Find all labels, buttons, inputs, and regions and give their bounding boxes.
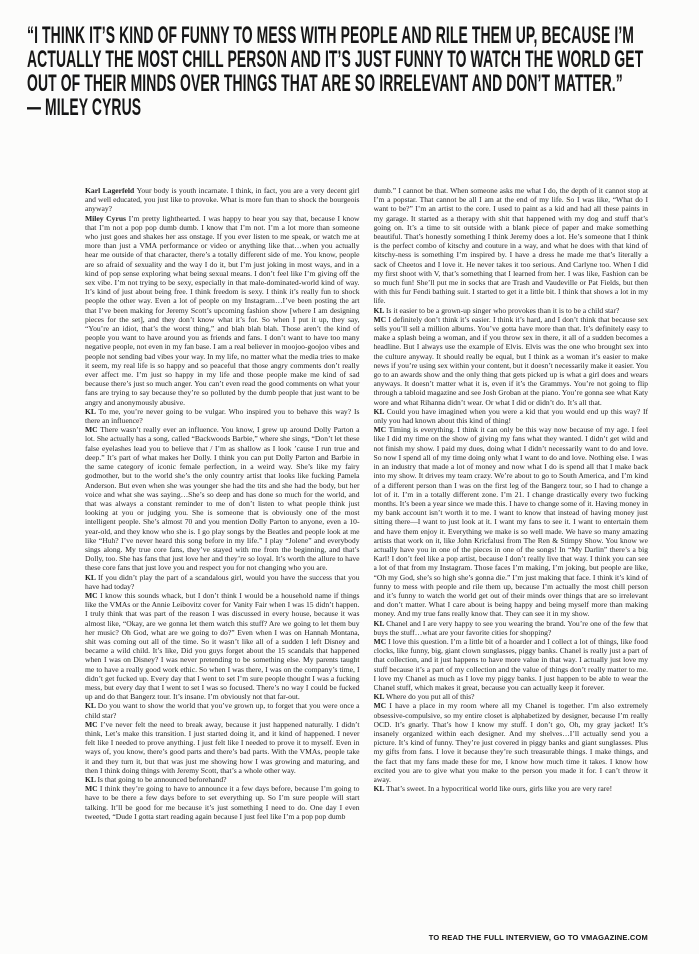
speaker-label: MC (85, 784, 100, 794)
paragraph: KL Is that going to be announced beforehand? (85, 775, 227, 784)
speaker-label: MC (85, 425, 101, 435)
paragraph: MC I definitely don’t think it’s easier. I think it’s hard, and I don’t think that because sex sells you’ll sell a million albums. You’ve gotta have more than that. It’s definitely easy to make a splash being a woman, and if you throw sex in there, it all of a sudden becomes a headline. But I always use the example of Elvis. Elvis was the one who brought sex into the culture anyway. It should really be equal, but I think as a woman it’s easier to make news if you’re using sex within your content, but it doesn’t necessarily make it easier. You go to an awards show and the only thing that gets picked up is what a girl does and wears anyways. It doesn’t matter what it is, even if it’s the Grammys. You’re not going to flip through a tabloid magazine and see Josh Groban at the piano. You’re gonna see what Katy wore and what Rihanna didn’t wear. Or what I did or didn’t do. It’s all that. (373, 314, 648, 407)
article-column-left (85, 186, 360, 922)
paragraph: Karl Lagerfeld Your body is youth incarnate. I think, in fact, you are a very decent girl and well educated, you just like to provoke. What is more fun than to shock the bourgeois anyway? (85, 186, 360, 214)
quote-line: OUT OF THEIR MINDS OVER THINGS THAT ARE SO IRRELEVANT AND DON’T MATTER.” (27, 70, 623, 97)
speaker-label: KL (373, 784, 386, 794)
paragraph: Miley Cyrus I’m pretty lighthearted. I was happy to hear you say that, because I know that I’m not a pop pop dumb dumb. I know that I’m not. I’m a lot more than someone who just goes and shakes her ass onstage. If you ever listen to me speak, or watch me at more than just a VMA performance or video or anything like that…when you actually hear me outside of that character, there’s a totally different side of me. You know, people are so afraid of sexuality and the way I do it, but I’m just joking in most ways, and in a kind of pop sense exploring what being sexual means. I don’t feel like I’m giving off the sex vibe. I’m not trying to be sexy, especially in that male-dominated-world kind of way. It’s kind of just about being free. I think freedom is sexy. I think it’s really fun to shock people the other way. Even a lot of people on my Instagram…I’ve been posting the art that I’ve been making for Jeremy Scott’s upcoming fashion show [where I am designing pieces for the set], and they don’t know what it’s for. So when I put it up, they say, “You’re an idiot, that’s the worst thing,” and blah blah blah. Those aren’t the kind of people you want to have around you as friends and fans. I don’t want to have too many negative people, not even in my fan base. I am a real believer in moojoo-goojoo vibes and people not sending bad vibes your way. In my life, no matter what the media tries to make it seem, my real life is so happy and so peaceful that those angry comments don’t really ever affect me. I’m just so happy in my life and those people make me kind of sad because there’s just so much anger. You can’t even read the good comments on what your fans are trying to say because they’re so polluted by the dumb people that just want to be angry and anonymously abusive. (85, 213, 360, 407)
paragraph: KL Could you have imagined when you were a kid that you would end up this way? If only you had known about this kind of thing! (373, 406, 648, 426)
paragraph: KL If you didn’t play the part of a scandalous girl, would you have the success that you have had today? (85, 572, 360, 591)
speaker-label: MC (373, 314, 389, 324)
quote-line: ACTUALLY THE MOST CHILL PERSON AND IT’S JUST FUNNY TO WATCH THE WORLD GET (27, 46, 644, 73)
speaker-label: KL (85, 572, 98, 582)
paragraph: KL Chanel and I are very happy to see you wearing the brand. You’re one of the few that buys the stuff…what are your favorite cities for shopping? (373, 618, 648, 637)
paragraph: MC I know this sounds whack, but I don’t think I would be a household name if things like the VMAs or the Annie Leibovitz cover for Vanity Fair when I was 15 didn’t happen. I truly think that was part of the reason I was discussed in every house, because it was almost like, “Okay, are we gonna let them watch this stuff? Are we going to let them buy her music? Oh God, what are we going to do?” Even when I was on Hannah Montana, shit was coming out all of the time. So it wasn’t like all of a sudden I left Disney and became a wild child. It’s like, Did you guys forget about the 15 scandals that happened when I was on Disney? I was never pretending to be something else. My parents taught me to have a really good work ethic. So when I was there, I was on the company’s time, I didn’t get fucked up. Every day that I went to set I’m sure people thought I was a fucking mess, but every day that I went to set I was so focused. There’s no way I could be fucked up and do that Bangerz tour. It’s insane. I’m obviously not that far-out. (85, 590, 360, 702)
speaker-label: MC (373, 636, 389, 646)
speaker-label: KL (85, 775, 98, 784)
paragraph: KL Is it easier to be a grown-up singer who provokes than it is to be a child star? (373, 305, 620, 315)
paragraph: MC I think they’re going to have to announce it a few days before, because I’m going to have to be there a few days before to set everything up. So I’m sure people will start talking. It’ll be good for me because it’s just something I need to do. One day I even tweeted, “Dude I gotta start reading again because I just feel like I’m a pop pop dumb (85, 784, 360, 821)
speaker-label: KL (373, 406, 387, 416)
paragraph: KL To me, you’re never going to be vulgar. Who inspired you to behave this way? Is there an influence? (85, 406, 360, 426)
paragraph: KL Where do you put all of this? (373, 692, 475, 702)
speaker-label: KL (85, 406, 99, 416)
article-columns (85, 186, 648, 922)
speaker-label: MC (373, 701, 390, 711)
footer-note: TO READ THE FULL INTERVIEW, GO TO VMAGAZINE.COM (428, 933, 648, 942)
speaker-label: KL (373, 692, 386, 702)
paragraph: MC There wasn’t really ever an influence. You know, I grew up around Dolly Parton a lot. She actually has a song, called “Backwoods Barbie,” where she sings, “Don’t let these false eyelashes lead you to believe that / I’m as shallow as I look ’cause I run true and deep.” It’s part of what makes her Dolly. I think you can put Dolly Parton and Barbie in the same category of iconic female perfection, in a weird way. She’s like my fairy godmother, but to the world she’s the only country artist that looks like fucking Pamela Anderson. But even when she was younger she had the tits and she had the body, but her voice and what she was saying…She’s so deep and has done so much for the world, and that was always a constant reminder to me of don’t listen to what people think just looking at you or judging you. She is someone that is obviously one of the most intelligent people. She’s almost 70 and you mention Dolly Parton to anyone, even a 10-year-old, and they know who she is. I go play songs by the Beatles and people look at me like “Huh? I’ve never heard this song before in my life.” I play “Jolene” and everybody sings along. My true core fans, they’ve stayed with me from the beginning, and that’s Dolly, too. She has fans that just love her and they’re so loyal. It’s worth the allure to have these core fans that just love you and respect you for not changing who you are. (85, 425, 360, 573)
quote-line: “I THINK IT’S KIND OF FUNNY TO MESS WITH PEOPLE AND RILE THEM UP, BECAUSE I’M (27, 22, 635, 49)
speaker-label: KL (373, 305, 386, 315)
paragraph: MC I have a place in my room where all my Chanel is together. I’m also extremely obsessive-compulsive, so my entire closet is alphabetized by designer, because I’m really OCD. It’s gnarly. That’s how I know my stuff. I don’t go, Oh, my gray jacket! It’s insanely organized within each designer. And my shelves…I’ll actually send you a picture. It’s kind of funny. They’re just covered in piggy banks and giant sunglasses. Plus my gifts from fans. I love it because they’re such treasurable things. I make things, and the fact that my fans made these for me, I know how much time it takes. I know how excited you are to give what you make to the person you made it for. I can’t throw it away. (373, 701, 648, 784)
paragraph: dumb.” I cannot be that. When someone asks me what I do, the depth of it cannot stop at I’m a popstar. That cannot be all I am at the end of my life. So I was like, “What do I want to be?” I’m an artist to the core. I used to paint as a kid and had all these paints in my garage. It started as a therapy with shit that happened with my dog and stuff that’s going on. It’s a time to sit outside with a blank piece of paper and make something beautiful. That’s honestly something I think Jeremy does a lot. He’s someone that I think is the perfect combo of kitschy and couture in a way, and what he does with that kind of kitschy-ness is something I’m inspired by. I have a dress he made me that’s literally a sack of Cheetos and I love it. He never takes it too serious. And Carlyne too. When I did my first shoot with V, that’s something that I learned from her. I was like, Fashion can be so much fun! She’ll put me in socks that are Trash and Vaudeville or Pat Fields, but then with this fur Fendi bathing suit. I started to get it a little bit. I think that shows a lot in my life. (373, 186, 648, 306)
speaker-label: Karl Lagerfeld (85, 186, 137, 195)
paragraph: MC Timing is everything. I think it can only be this way now because of my age. I feel like I did my time on the show of giving my fans what they wanted. I didn’t get wild and not finish my show. I paid my dues, doing what I didn’t necessarily want to do and love. So now I spend all of my time doing only what I want to do and love. Nothing else. I was in an industry that made a lot of money and now what I do is spend all that I make back into my show. It drives my team crazy. We’re about to go to South America, and I’m kind of a different person than I was on the first leg of the Bangerz tour, so I had to change a lot of it. I’m in a totally different zone. I’m 21. I change drastically every two fucking months. It’s been a year since we made this. I have to change some of it. Having money in my bank account isn’t worth it to me. I want to know that instead of having money just sitting there—I want to just look at it. I want my fans to see it. I want to entertain them and have them enjoy it. Everything we make is so well made. We have so many amazing artists that work on it, like John Kricfalusi from The Ren & Stimpy Show. You know we actually have you in one of the pieces in one of the songs! In “My Darlin” there’s a big Karl! I don’t feel like a pop artist, because I don’t really live that way. I think you can see a lot of that from my Instagram. Those faces I’m making, I’m joking, but people are like, “Oh my God, she’s so high she’s gonna die.” I’m just making that face. I think it’s kind of funny to mess with people and rile them up, because I’m actually the most chill person and it’s funny to watch the world get out of their minds over things that are so irrelevant and don’t matter. What I care about is being happy and being myself more than making money. And my true fans really know that. They can see it in my show. (373, 425, 648, 619)
paragraph: KL That’s sweet. In a hypocritical world like ours, girls like you are very rare! (373, 784, 613, 794)
article-column-right (374, 186, 649, 922)
paragraph: KL Do you want to show the world that you’ve grown up, to forget that you were once a child star? (85, 701, 360, 720)
paragraph: MC I’ve never felt the need to break away, because it just happened naturally. I didn’t think, Let’s make this transition. I just started doing it, and it kind of happened. I never felt like I needed to prove anything. I just felt like I needed to prove it to myself. Even in ways of, you know, there’s good parts and there’s bad parts. With the VMAs, people take it and they turn it, but that was just me showing how I was growing and maturing, and then I think doing things with Jeremy Scott, that’s a whole other way. (85, 719, 360, 775)
speaker-label: MC (373, 425, 389, 435)
speaker-label: KL (373, 618, 387, 628)
quote-attribution: — MILEY CYRUS (27, 94, 142, 121)
speaker-label: MC (85, 719, 101, 729)
speaker-label: KL (85, 701, 98, 711)
speaker-label: MC (85, 590, 101, 600)
speaker-label: Miley Cyrus (85, 213, 129, 223)
pull-quote (27, 24, 643, 120)
paragraph: MC I love this question. I’m a little bit of a hoarder and I collect a lot of things, like food clocks, like funny, big, giant clown sunglasses, piggy banks. Chanel is really just a part of that collection, and it just happens to have more value in that way. I actually just love my stuff because it’s a part of my collection and the value of things don’t really matter to me. I love my Chanel as much as I love my piggy banks. I just happen to be able to wear the Chanel stuff, which makes it great, because you can actually keep it forever. (373, 636, 648, 692)
